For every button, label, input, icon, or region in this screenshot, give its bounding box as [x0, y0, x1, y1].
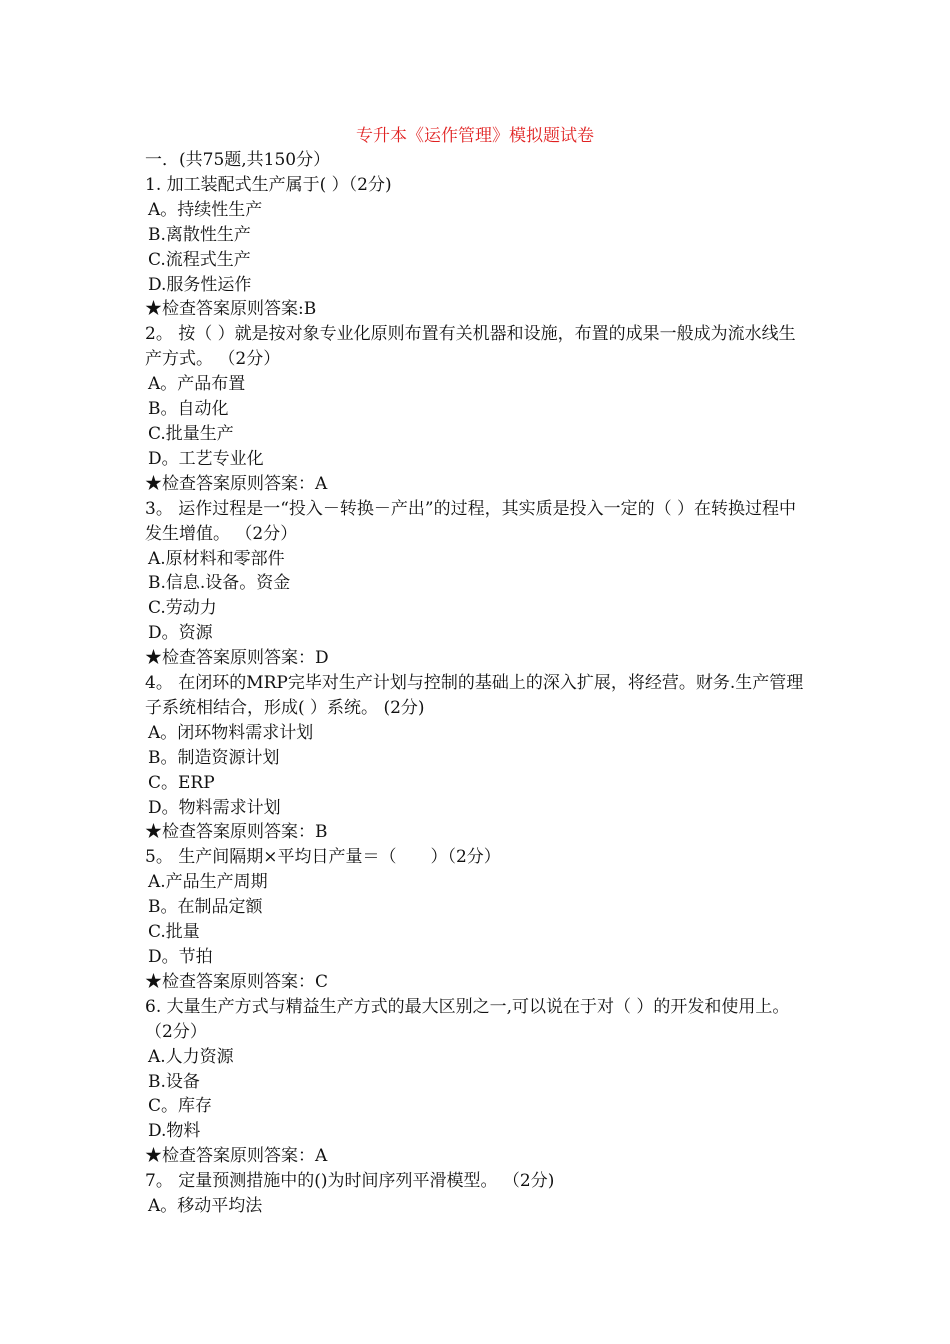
answer-line: ★检查答案原则答案：C: [145, 971, 329, 992]
question-5: [145, 845, 810, 994]
option-c: C.批量生产: [148, 423, 234, 444]
option-b: B.离散性生产: [148, 224, 251, 245]
question-stem: 7。 定量预测措施中的()为时间序列平滑模型。 （2分): [145, 1171, 555, 1192]
option-d: D。资源: [148, 623, 213, 644]
section-heading: 一．(共75题,共150分）: [145, 150, 331, 170]
option-d: D.服务性运作: [148, 274, 252, 295]
option-b: B。在制品定额: [148, 897, 263, 918]
option-a: A。持续性生产: [148, 199, 263, 220]
option-a: A。产品布置: [148, 374, 246, 395]
question-stem: 2。 按（ ）就是按对象专业化原则布置有关机器和设施，布置的成果一般成为流水线生产方式。 （2分）: [145, 324, 796, 370]
option-d: D。物料需求计划: [148, 797, 281, 818]
question-stem: 6. 大量生产方式与精益生产方式的最大区别之一,可以说在于对（ ）的开发和使用上。 （2分）: [145, 996, 790, 1042]
document-body: [145, 148, 810, 1219]
question-6: [145, 995, 810, 1169]
question-stem: 4。 在闭环的MRP完毕对生产计划与控制的基础上的深入扩展，将经营。财务.生产管理子系统相结合，形成( ）系统。 (2分): [145, 673, 804, 718]
option-a: A。闭环物料需求计划: [148, 722, 314, 743]
option-b: B。制造资源计划: [148, 747, 280, 768]
question-stem: 3。 运作过程是一“投入－转换－产出”的过程，其实质是投入一定的（ ）在转换过程中发生增值。 （2分）: [145, 498, 797, 544]
option-d: D.物料: [148, 1121, 201, 1142]
option-c: C.劳动力: [148, 598, 217, 619]
question-7: [145, 1169, 810, 1219]
question-1: [145, 173, 810, 322]
option-b: B.信息.设备。资金: [148, 573, 291, 594]
answer-line: ★检查答案原则答案：A: [145, 473, 328, 494]
option-c: C.流程式生产: [148, 249, 251, 270]
option-a: A.产品生产周期: [148, 872, 268, 893]
option-b: B。自动化: [148, 399, 229, 420]
option-a: A.人力资源: [148, 1046, 234, 1067]
option-d: D。节拍: [148, 947, 213, 967]
option-c: C。库存: [148, 1096, 213, 1117]
answer-line: ★检查答案原则答案：D: [145, 648, 329, 669]
question-4: [145, 671, 810, 845]
option-a: A。移动平均法: [148, 1196, 263, 1217]
answer-line: ★检查答案原则答案:B: [145, 299, 317, 320]
document-title: 专升本《运作管理》模拟题试卷: [356, 126, 594, 146]
option-c: C.批量: [148, 922, 200, 943]
answer-line: ★检查答案原则答案：B: [145, 822, 328, 843]
option-c: C。ERP: [148, 772, 215, 793]
option-a: A.原材料和零部件: [148, 548, 285, 569]
question-stem: 1. 加工装配式生产属于( ）（2分): [145, 174, 392, 195]
option-d: D。工艺专业化: [148, 448, 264, 469]
option-b: B.设备: [148, 1071, 200, 1092]
question-3: [145, 497, 810, 671]
question-stem: 5。 生产间隔期×平均日产量＝（ ）（2分）: [145, 847, 501, 868]
answer-line: ★检查答案原则答案：A: [145, 1146, 328, 1167]
question-2: [145, 322, 810, 496]
